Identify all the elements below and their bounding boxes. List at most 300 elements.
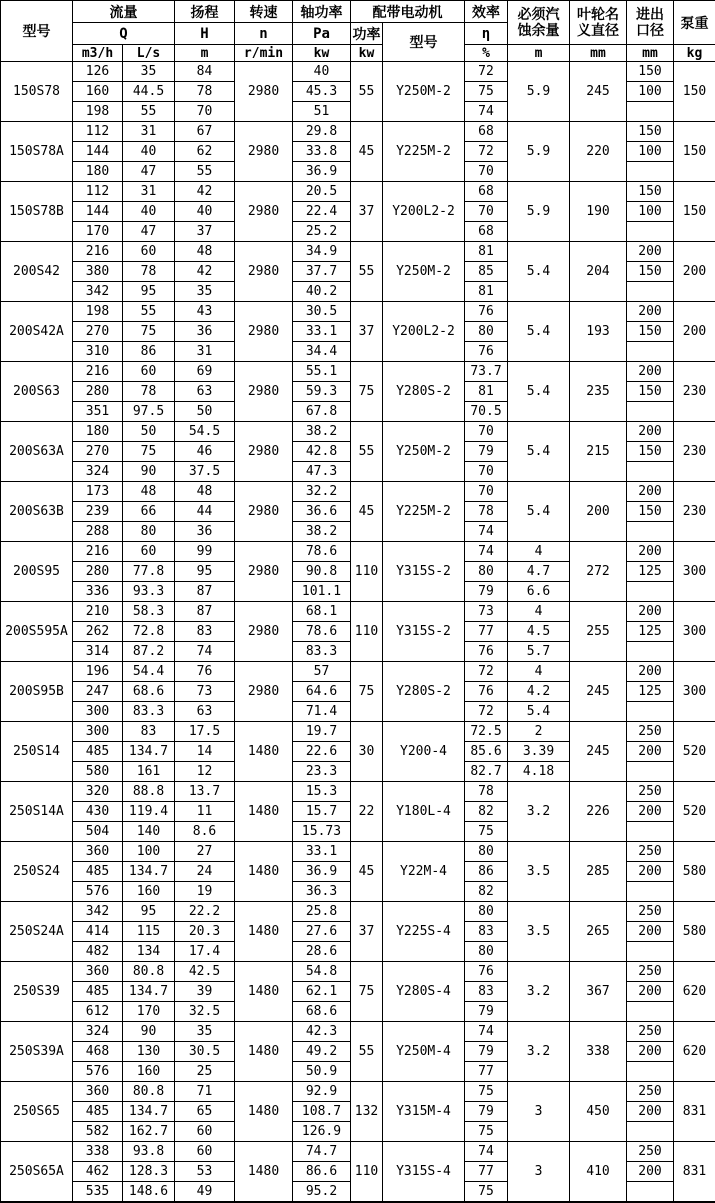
cell-port — [627, 342, 674, 362]
cell-weight: 300 — [674, 542, 715, 602]
cell-port: 200 — [627, 1042, 674, 1062]
cell-port — [627, 222, 674, 242]
cell-port: 250 — [627, 962, 674, 982]
cell-head: 62 — [175, 142, 235, 162]
cell-flow-ls: 88.8 — [123, 782, 175, 802]
cell-flow-ls: 134.7 — [123, 862, 175, 882]
cell-port: 150 — [627, 262, 674, 282]
cell-shaft-power: 68.6 — [293, 1002, 351, 1022]
cell-shaft-power: 42.3 — [293, 1022, 351, 1042]
cell-port — [627, 882, 674, 902]
cell-model: 200S63 — [1, 362, 73, 422]
cell-port: 100 — [627, 202, 674, 222]
cell-efficiency: 74 — [465, 1142, 508, 1162]
header-impeller-line1: 叶轮名 — [570, 7, 626, 23]
cell-npsh: 3.2 — [508, 782, 570, 842]
table-row — [1, 542, 715, 562]
cell-shaft-power: 40.2 — [293, 282, 351, 302]
cell-shaft-power: 101.1 — [293, 582, 351, 602]
table-row — [1, 602, 715, 622]
table-row — [1, 122, 715, 142]
cell-port: 200 — [627, 1102, 674, 1122]
cell-port: 200 — [627, 242, 674, 262]
cell-motor-power: 75 — [351, 362, 383, 422]
header-port-line1: 进出 — [627, 7, 673, 23]
cell-model: 250S65A — [1, 1142, 73, 1203]
cell-shaft-power: 108.7 — [293, 1102, 351, 1122]
cell-impeller: 220 — [570, 122, 627, 182]
cell-speed: 2980 — [235, 362, 293, 422]
cell-flow-ls: 128.3 — [123, 1162, 175, 1182]
cell-flow-m3h: 485 — [73, 862, 123, 882]
cell-flow-m3h: 430 — [73, 802, 123, 822]
cell-motor-power: 55 — [351, 242, 383, 302]
cell-flow-ls: 134.7 — [123, 982, 175, 1002]
cell-flow-ls: 55 — [123, 102, 175, 122]
header-efficiency-unit: % — [465, 45, 508, 62]
cell-efficiency: 83 — [465, 922, 508, 942]
cell-flow-m3h: 485 — [73, 742, 123, 762]
header-port-line2: 口径 — [627, 23, 673, 39]
cell-efficiency: 81 — [465, 242, 508, 262]
header-flow-unit-ls: L/s — [123, 45, 175, 62]
cell-efficiency: 75 — [465, 1082, 508, 1102]
cell-flow-m3h: 320 — [73, 782, 123, 802]
cell-weight: 520 — [674, 722, 715, 782]
cell-motor-power: 55 — [351, 1022, 383, 1082]
cell-efficiency: 80 — [465, 842, 508, 862]
table-row — [1, 1142, 715, 1162]
cell-efficiency: 76 — [465, 642, 508, 662]
cell-head: 63 — [175, 702, 235, 722]
cell-head: 53 — [175, 1162, 235, 1182]
cell-flow-m3h: 324 — [73, 462, 123, 482]
cell-model: 250S14A — [1, 782, 73, 842]
cell-flow-m3h: 414 — [73, 922, 123, 942]
cell-flow-m3h: 160 — [73, 82, 123, 102]
cell-flow-m3h: 196 — [73, 662, 123, 682]
cell-shaft-power: 15.3 — [293, 782, 351, 802]
header-motor-power-unit: kw — [351, 45, 383, 62]
cell-shaft-power: 32.2 — [293, 482, 351, 502]
cell-efficiency: 79 — [465, 442, 508, 462]
cell-npsh: 4.7 — [508, 562, 570, 582]
header-row-3 — [1, 45, 715, 62]
cell-head: 17.4 — [175, 942, 235, 962]
header-row-1 — [1, 1, 715, 23]
cell-efficiency: 86 — [465, 862, 508, 882]
cell-head: 60 — [175, 1122, 235, 1142]
cell-shaft-power: 15.7 — [293, 802, 351, 822]
cell-impeller: 255 — [570, 602, 627, 662]
cell-port — [627, 942, 674, 962]
cell-flow-ls: 83 — [123, 722, 175, 742]
cell-port: 200 — [627, 482, 674, 502]
cell-speed: 1480 — [235, 1142, 293, 1203]
cell-npsh: 4.5 — [508, 622, 570, 642]
cell-port: 200 — [627, 982, 674, 1002]
cell-flow-ls: 100 — [123, 842, 175, 862]
cell-efficiency: 68 — [465, 182, 508, 202]
header-head: 扬程 — [175, 1, 235, 23]
cell-port: 125 — [627, 562, 674, 582]
cell-npsh: 5.7 — [508, 642, 570, 662]
cell-npsh: 5.4 — [508, 482, 570, 542]
cell-efficiency: 70 — [465, 202, 508, 222]
cell-shaft-power: 37.7 — [293, 262, 351, 282]
cell-port — [627, 1002, 674, 1022]
cell-shaft-power: 38.2 — [293, 422, 351, 442]
cell-flow-ls: 130 — [123, 1042, 175, 1062]
cell-motor-power: 55 — [351, 62, 383, 122]
cell-efficiency: 79 — [465, 1002, 508, 1022]
cell-port: 200 — [627, 302, 674, 322]
cell-efficiency: 70.5 — [465, 402, 508, 422]
cell-impeller: 265 — [570, 902, 627, 962]
cell-efficiency: 78 — [465, 782, 508, 802]
cell-efficiency: 83 — [465, 982, 508, 1002]
cell-shaft-power: 71.4 — [293, 702, 351, 722]
cell-weight: 580 — [674, 902, 715, 962]
cell-weight: 150 — [674, 182, 715, 242]
cell-impeller: 245 — [570, 62, 627, 122]
cell-port — [627, 402, 674, 422]
cell-port — [627, 1182, 674, 1203]
cell-model: 150S78 — [1, 62, 73, 122]
cell-npsh: 4 — [508, 602, 570, 622]
cell-port: 125 — [627, 622, 674, 642]
cell-port: 250 — [627, 1082, 674, 1102]
cell-model: 200S63B — [1, 482, 73, 542]
cell-weight: 620 — [674, 1022, 715, 1082]
cell-efficiency: 72 — [465, 662, 508, 682]
cell-head: 32.5 — [175, 1002, 235, 1022]
cell-efficiency: 74 — [465, 522, 508, 542]
cell-flow-m3h: 338 — [73, 1142, 123, 1162]
cell-speed: 2980 — [235, 422, 293, 482]
cell-impeller: 204 — [570, 242, 627, 302]
cell-weight: 831 — [674, 1142, 715, 1203]
cell-efficiency: 76 — [465, 962, 508, 982]
cell-flow-ls: 55 — [123, 302, 175, 322]
cell-motor-power: 110 — [351, 542, 383, 602]
cell-weight: 300 — [674, 662, 715, 722]
cell-flow-m3h: 198 — [73, 302, 123, 322]
cell-flow-ls: 90 — [123, 462, 175, 482]
cell-shaft-power: 36.6 — [293, 502, 351, 522]
cell-weight: 300 — [674, 602, 715, 662]
cell-shaft-power: 95.2 — [293, 1182, 351, 1203]
cell-model: 200S42A — [1, 302, 73, 362]
cell-motor-power: 75 — [351, 962, 383, 1022]
cell-port: 200 — [627, 742, 674, 762]
cell-flow-m3h: 173 — [73, 482, 123, 502]
header-npsh — [508, 1, 570, 45]
cell-flow-ls: 90 — [123, 1022, 175, 1042]
header-head-unit: m — [175, 45, 235, 62]
cell-model: 200S63A — [1, 422, 73, 482]
cell-weight: 230 — [674, 362, 715, 422]
cell-flow-ls: 60 — [123, 242, 175, 262]
cell-port: 125 — [627, 682, 674, 702]
cell-head: 17.5 — [175, 722, 235, 742]
cell-model: 250S65 — [1, 1082, 73, 1142]
cell-efficiency: 77 — [465, 1162, 508, 1182]
cell-head: 99 — [175, 542, 235, 562]
cell-model: 250S39A — [1, 1022, 73, 1082]
cell-flow-ls: 40 — [123, 202, 175, 222]
cell-shaft-power: 92.9 — [293, 1082, 351, 1102]
table-row — [1, 422, 715, 442]
cell-npsh: 3.2 — [508, 1022, 570, 1082]
cell-shaft-power: 42.8 — [293, 442, 351, 462]
cell-flow-ls: 75 — [123, 322, 175, 342]
cell-port: 200 — [627, 542, 674, 562]
cell-efficiency: 82 — [465, 882, 508, 902]
cell-flow-m3h: 351 — [73, 402, 123, 422]
cell-efficiency: 70 — [465, 462, 508, 482]
cell-port — [627, 1062, 674, 1082]
header-impeller-unit: mm — [570, 45, 627, 62]
cell-impeller: 200 — [570, 482, 627, 542]
cell-port: 200 — [627, 422, 674, 442]
cell-shaft-power: 22.6 — [293, 742, 351, 762]
cell-port: 100 — [627, 82, 674, 102]
cell-flow-ls: 86 — [123, 342, 175, 362]
cell-flow-m3h: 324 — [73, 1022, 123, 1042]
cell-shaft-power: 83.3 — [293, 642, 351, 662]
cell-shaft-power: 33.1 — [293, 322, 351, 342]
cell-flow-ls: 78 — [123, 382, 175, 402]
cell-head: 48 — [175, 482, 235, 502]
cell-flow-m3h: 112 — [73, 122, 123, 142]
cell-head: 60 — [175, 1142, 235, 1162]
table-row — [1, 362, 715, 382]
cell-head: 87 — [175, 602, 235, 622]
cell-head: 13.7 — [175, 782, 235, 802]
cell-npsh: 3 — [508, 1142, 570, 1203]
cell-npsh: 5.9 — [508, 122, 570, 182]
cell-speed: 2980 — [235, 662, 293, 722]
cell-port: 150 — [627, 62, 674, 82]
cell-flow-ls: 162.7 — [123, 1122, 175, 1142]
cell-flow-m3h: 576 — [73, 1062, 123, 1082]
cell-shaft-power: 47.3 — [293, 462, 351, 482]
cell-flow-m3h: 310 — [73, 342, 123, 362]
cell-flow-m3h: 280 — [73, 562, 123, 582]
cell-port: 250 — [627, 1022, 674, 1042]
cell-model: 150S78B — [1, 182, 73, 242]
cell-head: 40 — [175, 202, 235, 222]
cell-head: 42.5 — [175, 962, 235, 982]
cell-flow-m3h: 462 — [73, 1162, 123, 1182]
table-row — [1, 722, 715, 742]
cell-flow-ls: 35 — [123, 62, 175, 82]
cell-head: 65 — [175, 1102, 235, 1122]
cell-head: 35 — [175, 282, 235, 302]
cell-impeller: 367 — [570, 962, 627, 1022]
cell-motor-model: Y250M-2 — [383, 62, 465, 122]
cell-head: 83 — [175, 622, 235, 642]
cell-shaft-power: 50.9 — [293, 1062, 351, 1082]
cell-shaft-power: 74.7 — [293, 1142, 351, 1162]
cell-shaft-power: 20.5 — [293, 182, 351, 202]
cell-flow-m3h: 360 — [73, 962, 123, 982]
cell-flow-m3h: 535 — [73, 1182, 123, 1203]
cell-npsh: 4.2 — [508, 682, 570, 702]
cell-shaft-power: 36.3 — [293, 882, 351, 902]
cell-flow-ls: 44.5 — [123, 82, 175, 102]
cell-head: 78 — [175, 82, 235, 102]
header-model: 型号 — [1, 1, 73, 62]
cell-speed: 2980 — [235, 542, 293, 602]
cell-efficiency: 85.6 — [465, 742, 508, 762]
cell-shaft-power: 86.6 — [293, 1162, 351, 1182]
cell-efficiency: 74 — [465, 542, 508, 562]
cell-port: 200 — [627, 862, 674, 882]
cell-flow-m3h: 270 — [73, 442, 123, 462]
cell-model: 200S95 — [1, 542, 73, 602]
header-flow-symbol: Q — [73, 23, 175, 45]
cell-port: 250 — [627, 782, 674, 802]
cell-efficiency: 81 — [465, 382, 508, 402]
cell-flow-m3h: 198 — [73, 102, 123, 122]
cell-shaft-power: 29.8 — [293, 122, 351, 142]
cell-flow-ls: 134.7 — [123, 742, 175, 762]
cell-flow-ls: 160 — [123, 1062, 175, 1082]
header-weight-unit: kg — [674, 45, 715, 62]
cell-efficiency: 68 — [465, 122, 508, 142]
cell-flow-ls: 148.6 — [123, 1182, 175, 1203]
cell-flow-ls: 170 — [123, 1002, 175, 1022]
header-motor-power: 功率 — [351, 23, 383, 45]
table-row — [1, 662, 715, 682]
cell-head: 74 — [175, 642, 235, 662]
cell-motor-model: Y280S-2 — [383, 662, 465, 722]
cell-impeller: 410 — [570, 1142, 627, 1203]
cell-motor-model: Y200-4 — [383, 722, 465, 782]
header-motor-model: 型号 — [383, 23, 465, 62]
cell-efficiency: 79 — [465, 1102, 508, 1122]
cell-speed: 2980 — [235, 302, 293, 362]
cell-head: 37.5 — [175, 462, 235, 482]
cell-npsh: 5.4 — [508, 242, 570, 302]
cell-efficiency: 79 — [465, 582, 508, 602]
cell-head: 46 — [175, 442, 235, 462]
cell-npsh: 4 — [508, 542, 570, 562]
cell-port — [627, 462, 674, 482]
cell-flow-m3h: 612 — [73, 1002, 123, 1022]
cell-efficiency: 75 — [465, 822, 508, 842]
cell-speed: 2980 — [235, 62, 293, 122]
cell-efficiency: 77 — [465, 1062, 508, 1082]
cell-flow-m3h: 112 — [73, 182, 123, 202]
cell-motor-model: Y280S-2 — [383, 362, 465, 422]
cell-npsh: 5.9 — [508, 182, 570, 242]
cell-motor-model: Y22M-4 — [383, 842, 465, 902]
header-npsh-line2: 蚀余量 — [508, 23, 569, 39]
cell-flow-m3h: 504 — [73, 822, 123, 842]
cell-head: 54.5 — [175, 422, 235, 442]
cell-port — [627, 1122, 674, 1142]
header-weight: 泵重 — [674, 1, 715, 45]
cell-flow-m3h: 216 — [73, 242, 123, 262]
cell-efficiency: 82 — [465, 802, 508, 822]
cell-flow-ls: 119.4 — [123, 802, 175, 822]
cell-shaft-power: 34.4 — [293, 342, 351, 362]
cell-motor-power: 45 — [351, 842, 383, 902]
cell-model: 200S42 — [1, 242, 73, 302]
cell-weight: 230 — [674, 482, 715, 542]
cell-head: 55 — [175, 162, 235, 182]
cell-head: 42 — [175, 262, 235, 282]
header-speed: 转速 — [235, 1, 293, 23]
cell-port: 100 — [627, 142, 674, 162]
cell-flow-m3h: 216 — [73, 542, 123, 562]
cell-motor-model: Y225M-2 — [383, 122, 465, 182]
cell-npsh: 2 — [508, 722, 570, 742]
cell-port: 250 — [627, 902, 674, 922]
cell-head: 36 — [175, 522, 235, 542]
cell-shaft-power: 59.3 — [293, 382, 351, 402]
cell-shaft-power: 40 — [293, 62, 351, 82]
cell-model: 250S14 — [1, 722, 73, 782]
cell-motor-power: 75 — [351, 662, 383, 722]
cell-npsh: 3 — [508, 1082, 570, 1142]
cell-port: 150 — [627, 502, 674, 522]
cell-efficiency: 68 — [465, 222, 508, 242]
cell-flow-ls: 72.8 — [123, 622, 175, 642]
cell-shaft-power: 25.8 — [293, 902, 351, 922]
cell-motor-power: 22 — [351, 782, 383, 842]
table-row — [1, 1082, 715, 1102]
cell-npsh: 3.2 — [508, 962, 570, 1022]
cell-speed: 1480 — [235, 782, 293, 842]
cell-flow-m3h: 180 — [73, 422, 123, 442]
cell-speed: 1480 — [235, 1022, 293, 1082]
cell-motor-model: Y315S-2 — [383, 602, 465, 662]
cell-efficiency: 74 — [465, 1022, 508, 1042]
cell-speed: 2980 — [235, 602, 293, 662]
cell-head: 19 — [175, 882, 235, 902]
cell-motor-power: 110 — [351, 1142, 383, 1203]
cell-impeller: 245 — [570, 722, 627, 782]
cell-head: 76 — [175, 662, 235, 682]
cell-motor-model: Y250M-2 — [383, 422, 465, 482]
cell-head: 12 — [175, 762, 235, 782]
cell-motor-model: Y315S-4 — [383, 1142, 465, 1203]
cell-port — [627, 282, 674, 302]
cell-impeller: 235 — [570, 362, 627, 422]
cell-flow-m3h: 342 — [73, 902, 123, 922]
cell-flow-m3h: 485 — [73, 982, 123, 1002]
cell-flow-m3h: 170 — [73, 222, 123, 242]
table-row — [1, 182, 715, 202]
cell-impeller: 450 — [570, 1082, 627, 1142]
cell-shaft-power: 33.1 — [293, 842, 351, 862]
cell-model: 200S595A — [1, 602, 73, 662]
cell-weight: 230 — [674, 422, 715, 482]
cell-npsh: 4 — [508, 662, 570, 682]
cell-weight: 831 — [674, 1082, 715, 1142]
header-npsh-line1: 必须汽 — [508, 7, 569, 23]
cell-head: 14 — [175, 742, 235, 762]
header-efficiency-symbol: η — [465, 23, 508, 45]
cell-flow-m3h: 239 — [73, 502, 123, 522]
cell-port: 150 — [627, 122, 674, 142]
cell-motor-model: Y315M-4 — [383, 1082, 465, 1142]
cell-speed: 1480 — [235, 962, 293, 1022]
